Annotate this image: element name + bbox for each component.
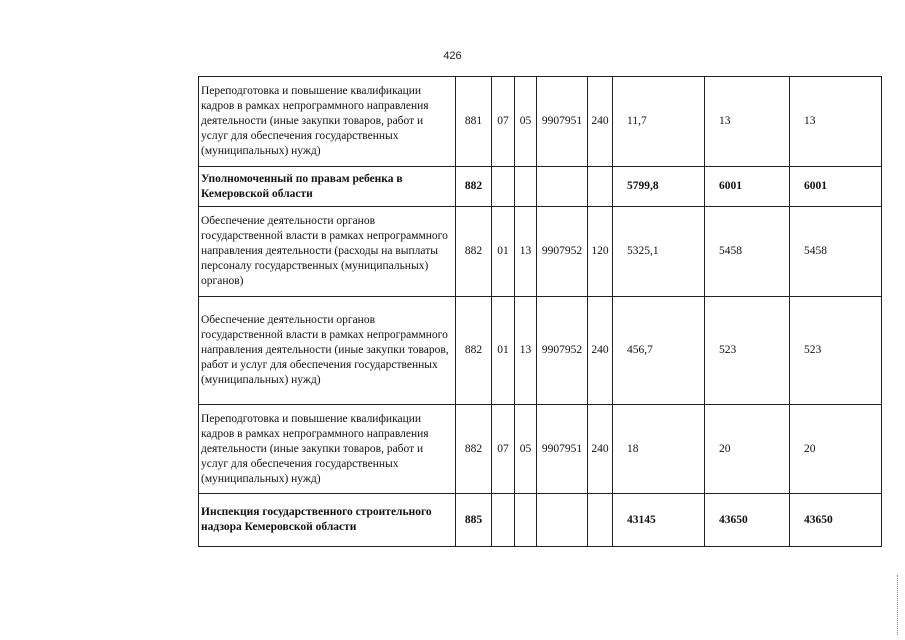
- sum-year-2: 5458: [705, 207, 790, 297]
- vr-code: [588, 167, 613, 207]
- row-description: Обеспечение деятельности органов государственной власти в рамках непрограммного направления деятельности (расходы на выплаты персоналу государственных (муниципальных) органов): [199, 207, 456, 297]
- csr-code: 9907951: [537, 77, 588, 167]
- sum-year-1: 5799,8: [613, 167, 705, 207]
- vedomstvo-code: 882: [456, 297, 492, 405]
- sum-year-2: 43650: [705, 494, 790, 547]
- podrazdel-code: [515, 167, 537, 207]
- sum-year-2: 523: [705, 297, 790, 405]
- vedomstvo-code: 885: [456, 494, 492, 547]
- sum-year-1: 456,7: [613, 297, 705, 405]
- sum-year-1: 5325,1: [613, 207, 705, 297]
- csr-code: 9907951: [537, 405, 588, 494]
- razdel-code: 07: [492, 405, 515, 494]
- sum-year-3: 20: [790, 405, 882, 494]
- row-description: Уполномоченный по правам ребенка в Кемеровской области: [199, 167, 456, 207]
- vr-code: 240: [588, 405, 613, 494]
- sum-year-3: 523: [790, 297, 882, 405]
- csr-code: 9907952: [537, 297, 588, 405]
- table-row: [199, 167, 882, 207]
- razdel-code: [492, 167, 515, 207]
- table-row: [199, 77, 882, 167]
- vedomstvo-code: 882: [456, 167, 492, 207]
- vr-code: 120: [588, 207, 613, 297]
- vr-code: 240: [588, 297, 613, 405]
- row-description: Обеспечение деятельности органов государственной власти в рамках непрограммного направления деятельности (иные закупки товаров, работ и услуг для обеспечения государственных (муниципальных) нужд): [199, 297, 456, 405]
- razdel-code: 01: [492, 297, 515, 405]
- sum-year-2: 6001: [705, 167, 790, 207]
- podrazdel-code: 13: [515, 297, 537, 405]
- row-description: Инспекция государственного строительного надзора Кемеровской области: [199, 494, 456, 547]
- sum-year-3: 43650: [790, 494, 882, 547]
- table-row: [199, 207, 882, 297]
- vedomstvo-code: 882: [456, 207, 492, 297]
- row-description: Переподготовка и повышение квалификации кадров в рамках непрограммного направления деятельности (иные закупки товаров, работ и услуг для обеспечения государственных (муниципальных) нужд): [199, 405, 456, 494]
- sum-year-2: 13: [705, 77, 790, 167]
- table-row: [199, 297, 882, 405]
- sum-year-1: 11,7: [613, 77, 705, 167]
- sum-year-3: 5458: [790, 207, 882, 297]
- page-number: 426: [443, 50, 462, 62]
- csr-code: [537, 167, 588, 207]
- row-description: Переподготовка и повышение квалификации кадров в рамках непрограммного направления деятельности (иные закупки товаров, работ и услуг для обеспечения государственных (муниципальных) нужд): [199, 77, 456, 167]
- razdel-code: 07: [492, 77, 515, 167]
- sum-year-2: 20: [705, 405, 790, 494]
- razdel-code: [492, 494, 515, 547]
- table-row: [199, 494, 882, 547]
- sum-year-1: 43145: [613, 494, 705, 547]
- razdel-code: 01: [492, 207, 515, 297]
- vr-code: 240: [588, 77, 613, 167]
- sum-year-3: 6001: [790, 167, 882, 207]
- sum-year-1: 18: [613, 405, 705, 494]
- table-row: [199, 405, 882, 494]
- vedomstvo-code: 882: [456, 405, 492, 494]
- vedomstvo-code: 881: [456, 77, 492, 167]
- scan-edge-mark: [897, 575, 900, 635]
- podrazdel-code: [515, 494, 537, 547]
- podrazdel-code: 13: [515, 207, 537, 297]
- podrazdel-code: 05: [515, 405, 537, 494]
- budget-table: [198, 76, 882, 547]
- vr-code: [588, 494, 613, 547]
- csr-code: 9907952: [537, 207, 588, 297]
- sum-year-3: 13: [790, 77, 882, 167]
- podrazdel-code: 05: [515, 77, 537, 167]
- csr-code: [537, 494, 588, 547]
